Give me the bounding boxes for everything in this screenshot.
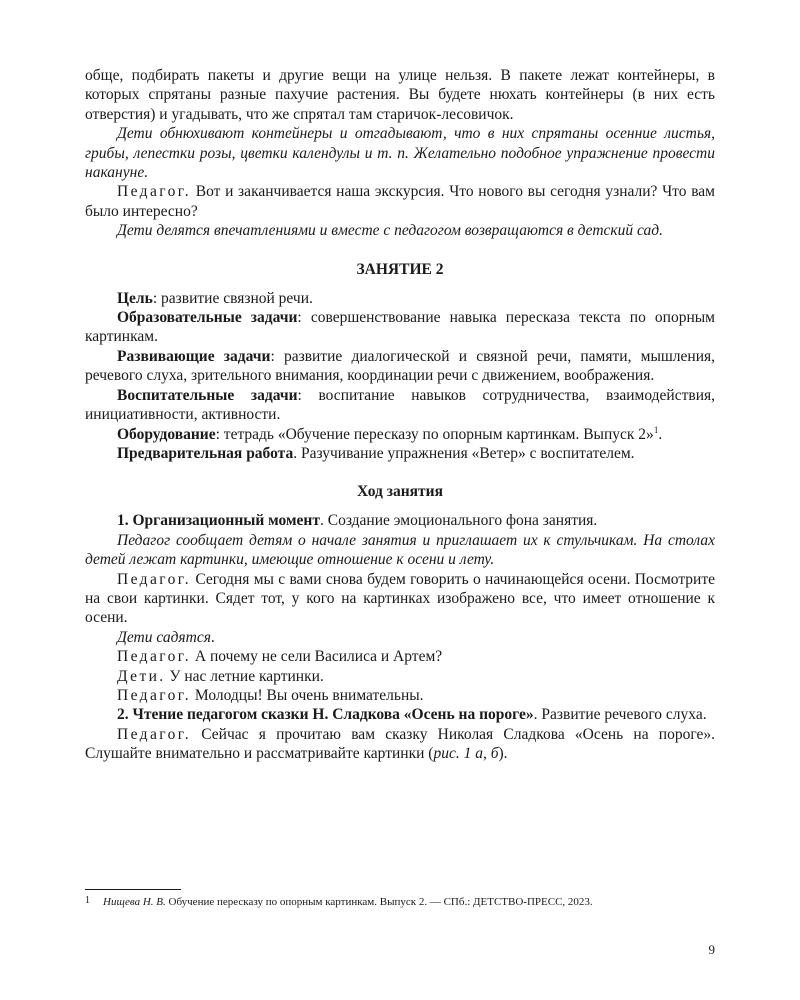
dialogue-text: У нас летние картинки. bbox=[169, 667, 324, 685]
dialogue-line bbox=[85, 725, 715, 764]
goal-paragraph bbox=[85, 289, 715, 308]
speaker-label: Педагог. bbox=[117, 570, 192, 588]
speaker-label: Дети. bbox=[117, 667, 166, 685]
dialogue-end: ). bbox=[498, 745, 508, 763]
section-1-text: . Создание эмоционального фона занятия. bbox=[319, 512, 598, 530]
edu-tasks-paragraph bbox=[85, 308, 715, 347]
stage-direction bbox=[85, 628, 715, 647]
dialogue-text: Вот и заканчивается наша экскурсия. Что нового вы сегодня узнали? Что вам было интересно? bbox=[85, 183, 715, 220]
goal-label: Цель bbox=[117, 289, 153, 307]
dev-tasks-label: Развивающие задачи bbox=[117, 347, 271, 365]
upbringing-tasks-label: Воспитательные задачи bbox=[117, 386, 298, 404]
preparation-paragraph bbox=[85, 444, 715, 463]
footnote-author: Нищева Н. В. bbox=[103, 896, 166, 908]
section-1-label: 1. Организационный момент bbox=[117, 512, 320, 530]
dev-tasks-text: : развитие диалогической и связной речи, памяти, мышления, речевого слуха, зрительного внимания, координации речи с движением, воображения. bbox=[85, 347, 716, 385]
upbringing-tasks-text: : воспитание навыков сотрудничества, взаимодействия, инициативности, активности. bbox=[85, 386, 716, 424]
speaker-label: Педагог. bbox=[117, 648, 192, 666]
page-number: 9 bbox=[708, 942, 715, 957]
intro-paragraph: обще, подбирать пакеты и другие вещи на улице нельзя. В пакете лежат контейнеры, в которых спрятаны разные пахучие растения. Вы будете нюхать контейнеры (в них есть отверстия) и угадывать, что же спрятал там старичок-лесовичок. bbox=[85, 67, 715, 123]
dialogue-line bbox=[85, 570, 715, 628]
course-title: Ход занятия bbox=[357, 483, 443, 501]
dialogue-text: Сегодня мы с вами снова будем говорить о начинающейся осени. Посмотрите на свои картинки. Сядет тот, у кого на картинках изображено все, что имеет отношение к осени. bbox=[85, 570, 715, 627]
intro-italic-paragraph: Дети обнюхивают контейнеры и отгадывают, что в них спрятаны осенние листья, грибы, лепестки розы, цветки календулы и т. п. Желательно подобное упражнение провести накануне. bbox=[85, 125, 715, 182]
goal-text: : развитие связной речи. bbox=[152, 289, 313, 307]
footnote-divider bbox=[85, 889, 181, 890]
equipment-end: . bbox=[658, 425, 663, 443]
dev-tasks-paragraph bbox=[85, 347, 715, 386]
section-1-italic: Педагог сообщает детям о начале занятия и приглашает их к стульчикам. На столах детей лежат картинки, имеющие отношение к осени и лету. bbox=[85, 531, 715, 569]
upbringing-tasks-paragraph bbox=[85, 386, 715, 425]
dialogue-line bbox=[85, 686, 715, 705]
dialogue-text: А почему не сели Василиса и Артем? bbox=[194, 648, 443, 666]
edu-tasks-text: : совершенствование навыка пересказа текста по опорным картинкам. bbox=[85, 309, 715, 346]
dialogue-text: Молодцы! Вы очень внимательны. bbox=[194, 686, 424, 704]
speaker-label: Педагог. bbox=[117, 725, 192, 743]
section-1-paragraph bbox=[85, 511, 715, 530]
stage-direction-end: . bbox=[210, 628, 215, 646]
equipment-label: Оборудование bbox=[117, 425, 216, 443]
intro-dialogue bbox=[85, 182, 715, 221]
footnote bbox=[85, 894, 725, 909]
preparation-text: . Разучивание упражнения «Ветер» с воспитателем. bbox=[293, 444, 635, 462]
page-body bbox=[85, 66, 715, 764]
speaker-label: Педагог. bbox=[117, 686, 192, 704]
intro-closing-paragraph: Дети делятся впечатлениями и вместе с педагогом возвращаются в детский сад. bbox=[117, 222, 663, 240]
equipment-paragraph bbox=[85, 425, 715, 444]
speaker-label: Педагог. bbox=[117, 183, 192, 201]
footnote-text: Обучение пересказу по опорным картинкам. Выпуск 2. — СПб.: ДЕТСТВО-ПРЕСС, 2023. bbox=[165, 896, 593, 908]
footnote-number: 1 bbox=[85, 895, 90, 906]
section-2-text: . Развитие речевого слуха. bbox=[533, 706, 707, 724]
dialogue-text: Сейчас я прочитаю вам сказку Николая Сладкова «Осень на пороге». Слушайте внимательно и рассматривайте картинки ( bbox=[85, 725, 715, 763]
dialogue-line bbox=[85, 647, 715, 666]
equipment-text: : тетрадь «Обучение пересказу по опорным картинкам. Выпуск 2» bbox=[215, 425, 654, 443]
section-2-paragraph bbox=[85, 705, 715, 724]
figure-reference: рис. 1 а, б bbox=[433, 745, 499, 763]
dialogue-line bbox=[85, 667, 715, 686]
stage-direction-text: Дети садятся bbox=[117, 628, 211, 646]
lesson-title: ЗАНЯТИЕ 2 bbox=[356, 260, 444, 278]
section-2-label: 2. Чтение педагогом сказки Н. Сладкова «Осень на пороге» bbox=[117, 706, 534, 724]
edu-tasks-label: Образовательные задачи bbox=[117, 309, 298, 327]
preparation-label: Предварительная работа bbox=[117, 444, 294, 462]
footnote-reference[interactable]: 1 bbox=[653, 424, 659, 435]
